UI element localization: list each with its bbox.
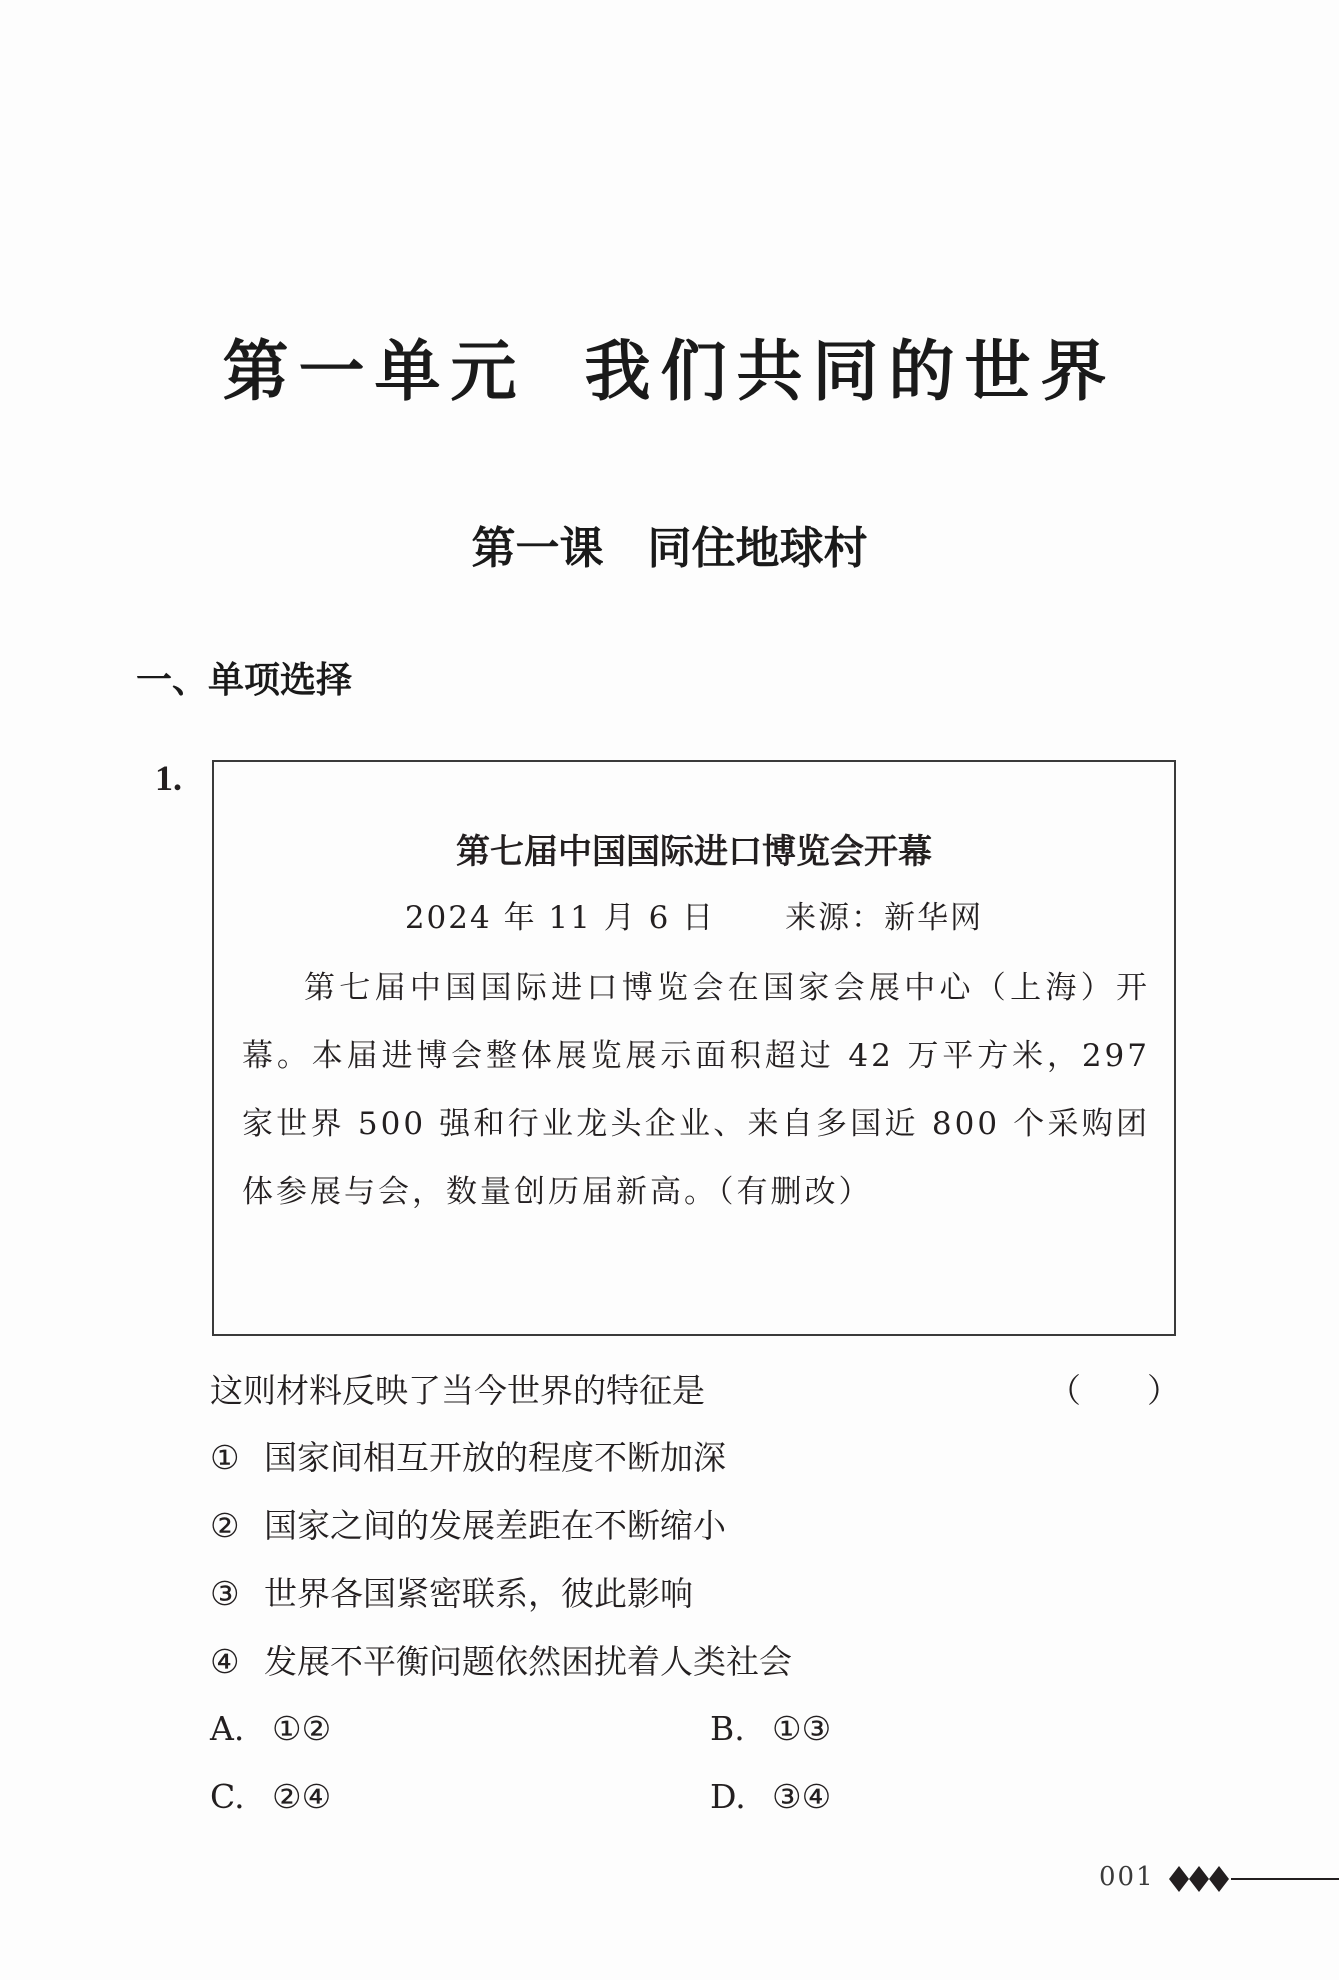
lesson-title-name: 同住地球村: [647, 523, 868, 574]
statement-item: [210, 1434, 792, 1502]
news-body: 第七届中国国际进口博览会在国家会展中心（上海）开幕。本届进博会整体展览展示面积超过 42 万平方米，297 家世界 500 强和行业龙头企业、来自多国近 800 个采购团体参展与会，数量创历届新高。（有删改）: [242, 970, 1150, 1210]
statement-mark: ④: [210, 1642, 240, 1681]
answer-choices: [210, 1705, 1170, 1841]
choice-text: ①③: [772, 1709, 832, 1748]
statement-mark: ②: [210, 1506, 240, 1545]
unit-title: [0, 318, 1339, 413]
choice-d[interactable]: [710, 1773, 831, 1821]
news-material-box: [212, 760, 1176, 1336]
statement-item: [210, 1570, 792, 1638]
news-date: 2024 年 11 月 6 日: [404, 900, 716, 936]
news-meta: [214, 892, 1174, 937]
statement-mark: ③: [210, 1574, 240, 1613]
question-number: 1.: [155, 758, 182, 798]
statement-text: 国家之间的发展差距在不断缩小: [264, 1506, 726, 1545]
lesson-title-number: 第一课: [471, 523, 604, 574]
question-stem: [210, 1365, 1180, 1412]
choice-letter: C.: [210, 1777, 245, 1816]
statement-item: [210, 1502, 792, 1570]
choice-text: ③④: [772, 1777, 832, 1816]
statement-list: [210, 1434, 792, 1706]
choice-text: ①②: [272, 1709, 332, 1748]
choice-letter: D.: [710, 1777, 746, 1816]
answer-blank[interactable]: （ ）: [1048, 1371, 1180, 1410]
statement-mark: ①: [210, 1438, 240, 1477]
choice-text: ②④: [272, 1777, 332, 1816]
question-stem-text: 这则材料反映了当今世界的特征是: [210, 1371, 705, 1410]
page-number: 001: [1099, 1862, 1155, 1892]
news-source: 来源：新华网: [785, 900, 984, 936]
choice-letter: B.: [710, 1709, 745, 1748]
page-footer: [1099, 1858, 1339, 1898]
unit-title-name: 我们共同的世界: [584, 332, 1117, 410]
statement-text: 世界各国紧密联系，彼此影响: [264, 1574, 693, 1613]
choice-letter: A.: [210, 1709, 245, 1748]
choice-b[interactable]: [710, 1705, 831, 1753]
section-heading: 一、单项选择: [136, 660, 353, 701]
statement-text: 发展不平衡问题依然困扰着人类社会: [264, 1642, 792, 1681]
choice-c[interactable]: [210, 1773, 331, 1821]
choice-a[interactable]: [210, 1705, 331, 1753]
diamond-ornament-icon: [1169, 1864, 1339, 1894]
lesson-title: [0, 512, 1339, 576]
statement-item: [210, 1638, 792, 1706]
unit-title-number: 第一单元: [222, 332, 527, 410]
statement-text: 国家间相互开放的程度不断加深: [264, 1438, 726, 1477]
news-headline: 第七届中国国际进口博览会开幕: [456, 832, 932, 872]
